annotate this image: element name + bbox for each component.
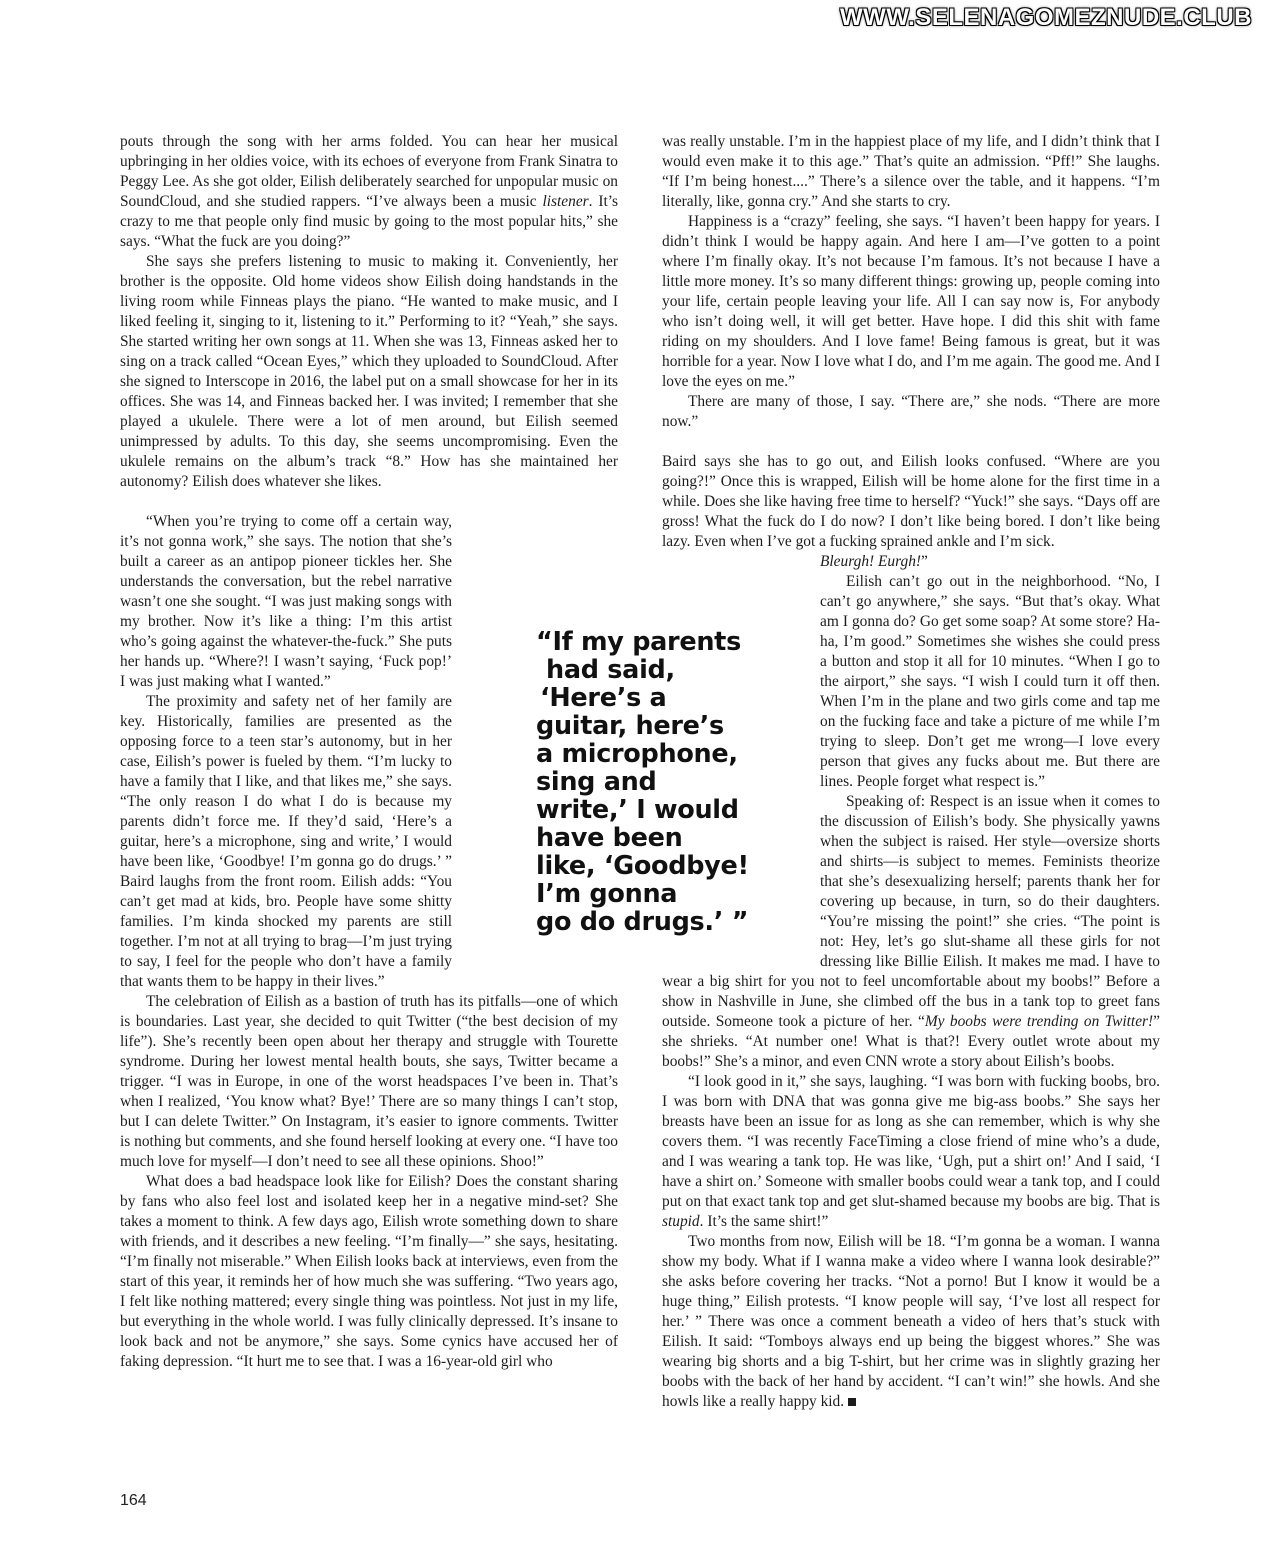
page-number: 164 — [120, 1492, 147, 1509]
pull-quote-line: “If my parents — [536, 627, 741, 657]
pull-quote-line: had said, — [546, 655, 675, 685]
pull-quote — [536, 628, 756, 936]
paragraph: Bleurgh! Eurgh!” — [820, 553, 928, 570]
paragraph: She says she prefers listening to music to making it. Conveniently, her brother is the opposite. Old home videos show Eilish doing handstands in the living room while Finneas plays the piano. “He wanted to make music, and I liked feeling it, singing to it, listening to it.” Performing to it? “Yeah,” she says. She started writing her own songs at 11. When she was 13, Finneas asked her to sing on a track called “Ocean Eyes,” which they uploaded to SoundCloud. After she signed to Interscope in 2016, the label put on a small showcase for her in its offices. She was 14, and Finneas backed her. I was invited; I remember that she played a ukulele. There were a lot of men around, but Eilish seemed unimpressed by adults. To this day, she seems uncompromising. Even the ukulele remains on the album’s track “8.” How has she maintained her autonomy? Eilish does whatever she likes. — [120, 253, 618, 490]
paragraph: What does a bad headspace look like for Eilish? Does the constant sharing by fans who also feel lost and isolated keep her in a negative mind-set? She takes a moment to think. A few days ago, Eilish wrote something down to share with friends, and it describes a new feeling. “I’m finally—” she says, hesitating. “I’m finally not miserable.” When Eilish looks back at interviews, even from the start of this year, it reminds her of how much she was suffering. “Two years ago, I felt like nothing mattered; every single thing was pointless. Not just in my life, but everything in the whole world. I was fully clinically depressed. It’s insane to look back and not be anymore,” she says. Some cynics have accused her of faking depression. “It hurt me to see that. I was a 16-year-old girl who — [120, 1173, 618, 1370]
paragraph: “When you’re trying to come off a certain way, it’s not gonna work,” she says. The notion that she’s built a career as an antipop pioneer tickles her. She understands the conversation, but the rebel narrative wasn’t one she sought. “I was just making songs with my brother. Now it’s like a thing: I’m this artist who’s going against the whatever-the-fuck.” She puts her hands up. “Where?! I wasn’t saying, ‘Fuck pop!’ I was just making what I wanted.” — [120, 513, 452, 690]
paragraph: was really unstable. I’m in the happiest place of my life, and I didn’t think that I would even make it to this age.” That’s quite an admission. “Pff!” She laughs. “If I’m being honest....” There’s a silence over the table, and it happens. “I’m literally, like, gonna cry.” And she starts to cry. — [662, 133, 1160, 210]
watermark: WWW.SELENAGOMEZNUDE.CLUB — [840, 4, 1252, 31]
paragraph: Baird says she has to go out, and Eilish looks confused. “Where are you going?!” Once this is wrapped, Eilish will be home alone for the first time in a while. Does she like having free time to herself? “Yuck!” she says. “Days off are gross! What the fuck do I do now? I don’t like being bored. I don’t like being lazy. Even when I’ve got a fucking sprained ankle and I’m sick. — [662, 453, 1160, 550]
pull-quote-line: I’m gonna — [536, 879, 678, 909]
pull-quote-line: like, ‘Goodbye! — [536, 851, 749, 881]
pull-quote-line: ‘Here’s a — [540, 683, 667, 713]
paragraph: Speaking of: Respect is an issue when it comes to the discussion of Eilish’s body. She physically yawns when the subject is raised. Her style—oversize shorts and shirts—is subject to memes. Feminists theorize that she’s desexualizing herself; parents thank her for covering up because, in turn, so do their daughters. “You’re missing the point!” she cries. “The point is not: Hey, let’s go slut-shame all these girls for not dressing like Billie Eilish. It makes me mad. I have to wear a big shirt for you not to feel uncomfortable about my boobs!” Before a show in Nashville in June, she climbed off the bus in a tank top to greet fans outside. Someone took a picture of her. “My boobs were trending on Twitter!” she shrieks. “At number one! What is that?! Every outlet wrote about my boobs!” She’s a minor, and even CNN wrote a story about Eilish’s boobs. — [662, 793, 1160, 1070]
pull-quote-line: have been — [536, 823, 683, 853]
pull-quote-line: go do drugs.’ ” — [536, 907, 749, 937]
paragraph: Happiness is a “crazy” feeling, she says. “I haven’t been happy for years. I didn’t think I would be happy again. And here I am—I’ve gotten to a point where I’m finally okay. It’s not because I’m famous. It’s not because I have a little more money. It’s so many different things: growing up, people coming into your life, certain people leaving your life. All I can say now is, For anybody who isn’t doing well, it will get better. Have hope. I did this shit with fame riding on my shoulders. And I love fame! Being famous is great, but it was horrible for a year. Now I love what I do, and I’m me again. The good me. And I love the eyes on me.” — [662, 213, 1160, 390]
paragraph: The proximity and safety net of her family are key. Historically, families are presented as the opposing force to a teen star’s autonomy, but in her case, Eilish’s power is fueled by them. “I’m lucky to have a family that I like, and that likes me,” she says. “The only reason I do what I do is because my parents didn’t force me. If they’d said, ‘Here’s a guitar, here’s a microphone, sing and write,’ I would have been like, ‘Goodbye! I’m gonna go do drugs.’ ” Baird laughs from the front room. Eilish adds: “You can’t get mad at kids, bro. People have some shitty families. I’m kinda shocked my parents are still together. I’m not at all trying to brag—I’m just trying to say, I feel for the people who don’t have a family that wants them to be happy in their lives.” — [120, 693, 452, 990]
paragraph: The celebration of Eilish as a bastion of truth has its pitfalls—one of which is boundaries. Last year, she decided to quit Twitter (“the best decision of my life”). She’s recently been open about her therapy and struggle with Tourette syndrome. During her lowest mental health bouts, she says, Twitter became a trigger. “I was in Europe, in one of the worst headspaces I’ve been in. That’s when I realized, ‘You know what? Bye!’ There are so many things I can’t stop, but I can delete Twitter.” On Instagram, it’s easier to ignore comments. Twitter is nothing but comments, and she found herself looking at every one. “I have too much love for myself—I don’t need to see all these opinions. Shoo!” — [120, 993, 618, 1170]
pull-quote-line: a microphone, — [536, 739, 738, 769]
paragraph: “I look good in it,” she says, laughing. “I was born with fucking boobs, bro. I was born with DNA that was gonna give me big-ass boobs.” She says her breasts have been an issue for as long as she can remember, which is why she covers them. “I was recently FaceTiming a close friend of mine who’s a dude, and I was wearing a tank top. He was like, ‘Ugh, put a shirt on!’ And I said, ‘I have a shirt on.’ Someone with smaller boobs could wear a tank top, and I could put on that exact tank top and get slut-shamed because my boobs are big. That is stupid. It’s the same shirt!” — [662, 1073, 1160, 1230]
paragraph: There are many of those, I say. “There are,” she nods. “There are more now.” — [662, 393, 1160, 430]
end-mark-icon — [848, 1398, 856, 1406]
paragraph: Two months from now, Eilish will be 18. “I’m gonna be a woman. I wanna show my body. What if I wanna make a video where I wanna look desirable?” she asks before covering her tracks. “Not a porno! But I know it would be a huge thing,” Eilish protests. “I know people will say, ‘I’ve lost all respect for her.’ ” There was once a comment beneath a video of hers that’s stuck with Eilish. It said: “Tomboys always end up being the biggest whores.” She was wearing big shorts and a big T-shirt, but her crime was in slightly grazing her boobs with the back of her hand by accident. “I can’t win!” she howls. And she howls like a really happy kid. — [662, 1233, 1160, 1410]
pull-quote-line: guitar, here’s — [536, 711, 724, 741]
pull-quote-line: sing and — [536, 767, 657, 797]
paragraph: Eilish can’t go out in the neighborhood. “No, I can’t go anywhere,” she says. “But that’s okay. What am I gonna do? Go get some soap? At some store? Ha-ha, I’m good.” Sometimes she wishes she could press a button and stop it all for 10 minutes. “When I go to the airport,” she says. “I wish I could turn it off then. When I’m in the plane and two girls come and tap me on the fucking face and take a picture of me while I’m trying to sleep. Don’t get me wrong—I love every person that gives any fucks about me. But there are lines. People forget what respect is.” — [820, 573, 1160, 790]
pull-quote-line: write,’ I would — [536, 795, 739, 825]
paragraph: pouts through the song with her arms folded. You can hear her musical upbringing in her oldies voice, with its echoes of everyone from Frank Sinatra to Peggy Lee. As she got older, Eilish deliberately searched for unpopular music on SoundCloud, and she studied rappers. “I’ve always been a music listener. It’s crazy to me that people only find music by going to the most popular hits,” she says. “What the fuck are you doing?” — [120, 133, 618, 250]
